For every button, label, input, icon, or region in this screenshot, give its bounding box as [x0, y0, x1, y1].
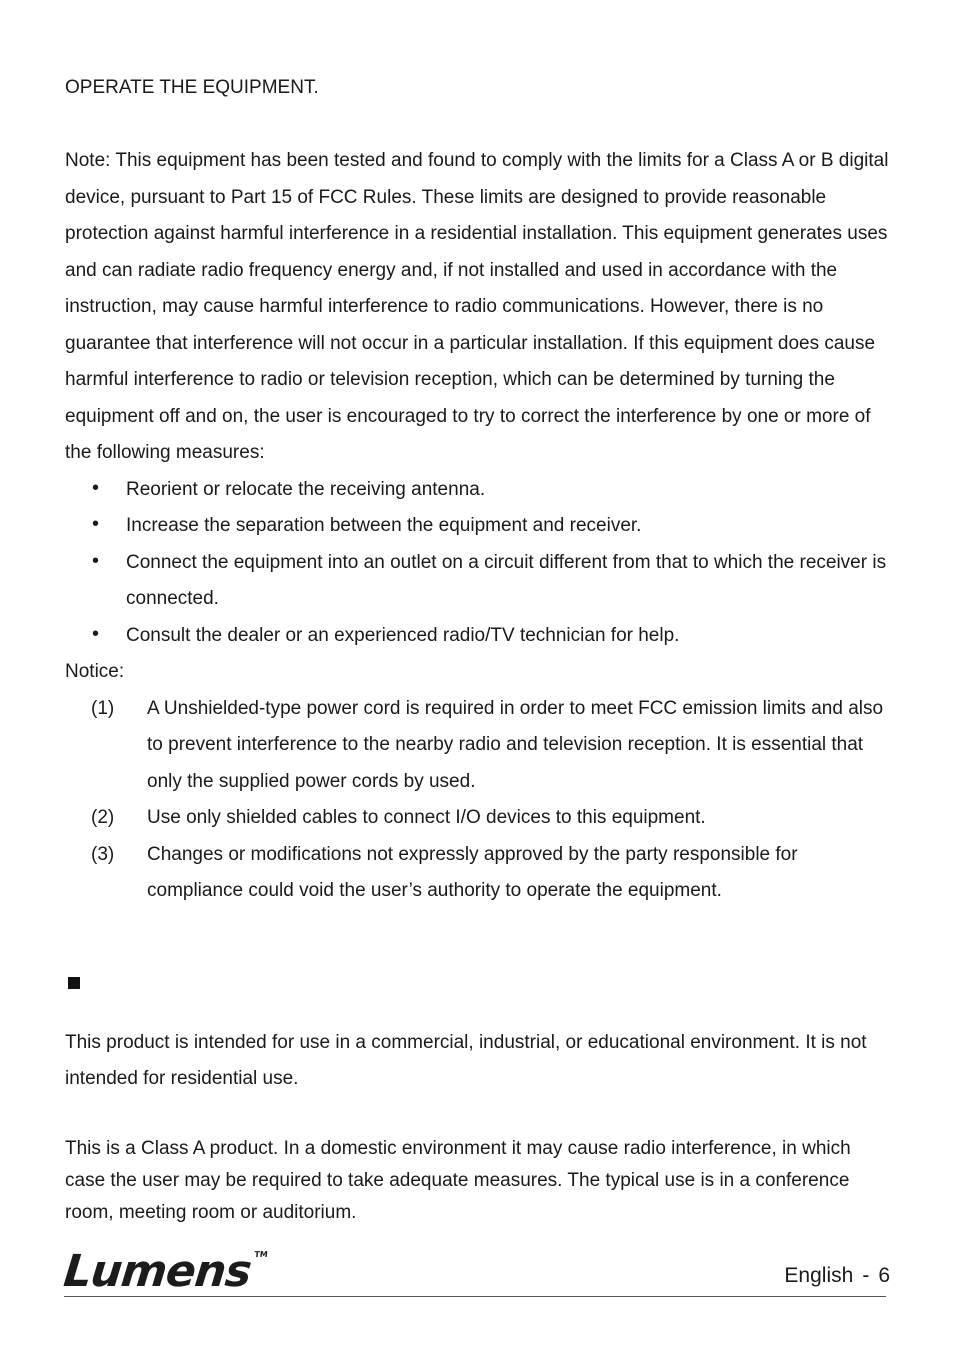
footer-language: English	[784, 1264, 854, 1287]
item-number: (1)	[91, 697, 115, 719]
list-item: (2) Use only shielded cables to connect I/O devices to this equipment.	[65, 800, 890, 837]
list-item: • Increase the separation between the equipment and receiver.	[65, 508, 890, 545]
page-footer-label	[784, 1264, 890, 1288]
footer-separator: -	[862, 1264, 870, 1287]
fcc-note-block	[65, 143, 890, 910]
list-item: (3) Changes or modifications not expressly approved by the party responsible for compliance could void the user’s authority to operate the equipment.	[65, 837, 890, 910]
lumens-logo: Lumens™	[61, 1246, 269, 1297]
page-number: 6	[878, 1264, 890, 1287]
bullet-icon: •	[92, 513, 100, 535]
bullet-icon: •	[92, 476, 100, 499]
section-heading: OPERATE THE EQUIPMENT.	[65, 77, 319, 98]
footer-divider	[64, 1296, 886, 1297]
measures-list	[65, 472, 890, 655]
class-a-paragraph: This is a Class A product. In a domestic environment it may cause radio interference, in which case the user may be required to take adequate measures. The typical use is in a conference room, meeting room or auditorium.	[65, 1138, 851, 1223]
intended-use-paragraph: This product is intended for use in a commercial, industrial, or educational environment. It is not intended for residential use.	[65, 1032, 867, 1089]
trademark-mark: TM	[253, 1250, 269, 1259]
list-item: • Consult the dealer or an experienced radio/TV technician for help.	[65, 618, 890, 655]
item-number: (2)	[91, 807, 115, 828]
fcc-note-paragraph: Note: This equipment has been tested and found to comply with the limits for a Class A or B digital device, pursuant to Part 15 of FCC Rules. These limits are designed to provide reasonable protection against harmful interference in a residential installation. This equipment generates uses and can radiate radio frequency energy and, if not installed and used in accordance with the instruction, may cause harmful interference to radio communications. However, there is no guarantee that interference will not occur in a particular installation. If this equipment does cause harmful interference to radio or television reception, which can be determined by turning the equipment off and on, the user is encouraged to try to correct the interference by one or more of the following measures:	[65, 150, 889, 463]
notice-label: Notice:	[65, 661, 125, 682]
item-number: (3)	[91, 843, 115, 865]
bullet-icon: •	[92, 549, 100, 572]
list-item: (1) A Unshielded-type power cord is required in order to meet FCC emission limits and also to prevent interference to the nearby radio and television reception. It is essential that only the supplied power cords by used.	[65, 691, 890, 801]
list-item: • Connect the equipment into an outlet on a circuit different from that to which the receiver is connected.	[65, 545, 890, 618]
notice-list	[65, 691, 890, 910]
list-item: • Reorient or relocate the receiving antenna.	[65, 472, 890, 509]
square-bullet-icon	[68, 977, 80, 989]
bullet-icon: •	[92, 622, 100, 645]
